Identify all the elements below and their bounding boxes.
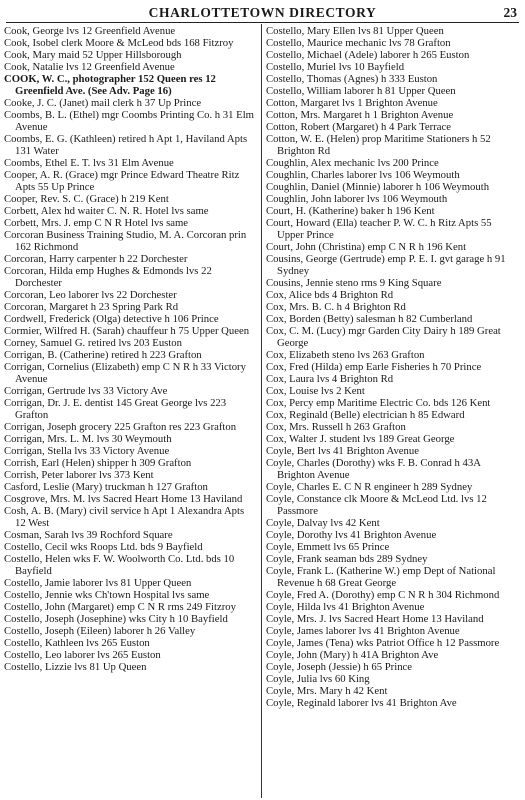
directory-entry: Cox, Laura lvs 4 Brighton Rd xyxy=(266,373,394,385)
directory-entry: Costello, Joseph (Eileen) laborer h 26 Valley xyxy=(4,625,196,637)
directory-entry: Cotton, Margaret lvs 1 Brighton Avenue xyxy=(266,97,438,109)
directory-entry: Cooke, J. C. (Janet) mail clerk h 37 Up Prince xyxy=(4,97,202,109)
directory-entry: Cox, Borden (Betty) salesman h 82 Cumberland xyxy=(266,313,473,325)
right-column xyxy=(266,25,519,797)
directory-entry: Corney, Samuel G. retired lvs 203 Euston xyxy=(4,337,182,349)
directory-entry: Costello, Michael (Adele) laborer h 265 Euston xyxy=(266,49,470,61)
directory-entry: Corrigan, Mrs. L. M. lvs 30 Weymouth xyxy=(4,433,172,445)
directory-entry: Corcoran, Margaret h 23 Spring Park Rd xyxy=(4,301,179,313)
directory-entry: Cox, Mrs. Russell h 263 Grafton xyxy=(266,421,406,433)
directory-entry: Costello, Kathleen lvs 265 Euston xyxy=(4,637,150,649)
directory-entry: Coyle, Bert lvs 41 Brighton Avenue xyxy=(266,445,419,457)
directory-entry: Costello, Mary Ellen lvs 81 Upper Queen xyxy=(266,25,444,37)
left-column xyxy=(4,25,257,797)
directory-entry: Court, H. (Katherine) baker h 196 Kent xyxy=(266,205,435,217)
directory-entry: Corrigan, B. (Catherine) retired h 223 Grafton xyxy=(4,349,202,361)
directory-entry: Costello, Muriel lvs 10 Bayfield xyxy=(266,61,405,73)
directory-entry: Corcoran, Leo laborer lvs 22 Dorchester xyxy=(4,289,177,301)
directory-entry: Corcoran, Harry carpenter h 22 Dorchester xyxy=(4,253,188,265)
directory-entry: Coyle, Charles (Dorothy) wks F. B. Conrad h 43A Brighton Avenue xyxy=(266,457,481,481)
directory-entry: Costello, Jennie wks Ch'town Hospital lvs same xyxy=(4,589,210,601)
directory-entry: Costello, John (Margaret) emp C N R rms 249 Fitzroy xyxy=(4,601,236,613)
directory-entry: Costello, Leo laborer lvs 265 Euston xyxy=(4,649,161,661)
directory-entry: Cox, Louise lvs 2 Kent xyxy=(266,385,365,397)
directory-entry: Cotton, Mrs. Margaret h 1 Brighton Avenue xyxy=(266,109,454,121)
directory-entry: Coyle, Frank seaman bds 289 Sydney xyxy=(266,553,428,565)
directory-entry: Coombs, E. G. (Kathleen) retired h Apt 1, Haviland Apts 131 Water xyxy=(4,133,248,157)
directory-entry: Casford, Leslie (Mary) truckman h 127 Grafton xyxy=(4,481,208,493)
column-divider xyxy=(261,24,262,798)
directory-entry: Coyle, Frank L. (Katherine W.) emp Dept of National Revenue h 68 Great George xyxy=(266,565,496,589)
directory-entry: Coyle, Mrs. J. lvs Sacred Heart Home 13 Haviland xyxy=(266,613,484,625)
directory-entry: Corrigan, Gertrude lvs 33 Victory Ave xyxy=(4,385,168,397)
directory-entry: Cox, Walter J. student lvs 189 Great George xyxy=(266,433,455,445)
page-header xyxy=(6,4,519,23)
directory-entry: Costello, Thomas (Agnes) h 333 Euston xyxy=(266,73,438,85)
directory-entry: Costello, Helen wks F. W. Woolworth Co. Ltd. bds 10 Bayfield xyxy=(4,553,235,577)
directory-entry: Cosman, Sarah lvs 39 Rochford Square xyxy=(4,529,173,541)
directory-entry: Coyle, Joseph (Jessie) h 65 Prince xyxy=(266,661,413,673)
directory-entry: Costello, Jamie laborer lvs 81 Upper Queen xyxy=(4,577,192,589)
directory-entry: Cook, Natalie lvs 12 Greenfield Avenue xyxy=(4,61,175,73)
directory-entry: Coughlin, Daniel (Minnie) laborer h 106 Weymouth xyxy=(266,181,490,193)
directory-entry: Coombs, Ethel E. T. lvs 31 Elm Avenue xyxy=(4,157,174,169)
directory-entry: Court, Howard (Ella) teacher P. W. C. h Ritz Apts 55 Upper Prince xyxy=(266,217,492,241)
directory-entry: Cook, Isobel clerk Moore & McLeod bds 168 Fitzroy xyxy=(4,37,234,49)
directory-entry: Court, John (Christina) emp C N R h 196 Kent xyxy=(266,241,467,253)
directory-entry: Corbett, Mrs. J. emp C N R Hotel lvs same xyxy=(4,217,189,229)
directory-entry: Cormier, Wilfred H. (Sarah) chauffeur h 75 Upper Queen xyxy=(4,325,250,337)
directory-entry: Coyle, James laborer lvs 41 Brighton Avenue xyxy=(266,625,460,637)
directory-entry: Cooper, Rev. S. C. (Grace) h 219 Kent xyxy=(4,193,169,205)
directory-entry: Cooper, A. R. (Grace) mgr Prince Edward Theatre Ritz Apts 55 Up Prince xyxy=(4,169,240,193)
page-title: CHARLOTTETOWN DIRECTORY xyxy=(148,5,377,20)
directory-entry: Coyle, Charles E. C N R engineer h 289 Sydney xyxy=(266,481,473,493)
directory-entry: Costello, Lizzie lvs 81 Up Queen xyxy=(4,661,147,673)
directory-entry: Coyle, Reginald laborer lvs 41 Brighton Ave xyxy=(266,697,457,709)
directory-entry: COOK, W. C., photographer 152 Queen res 12 Greenfield Ave. (See Adv. Page 16) xyxy=(4,73,216,97)
directory-entry: Coughlin, Alex mechanic lvs 200 Prince xyxy=(266,157,439,169)
directory-entry: Corbett, Alex hd waiter C. N. R. Hotel lvs same xyxy=(4,205,209,217)
directory-entry: Corrish, Earl (Helen) shipper h 309 Grafton xyxy=(4,457,192,469)
directory-entry: Cook, Mary maid 52 Upper Hillsborough xyxy=(4,49,182,61)
directory-entry: Corrish, Peter laborer lvs 373 Kent xyxy=(4,469,154,481)
directory-entry: Corcoran Business Training Studio, M. A. Corcoran prin 162 Richmond xyxy=(4,229,247,253)
directory-entry: Coyle, John (Mary) h 41A Brighton Ave xyxy=(266,649,439,661)
directory-entry: Cordwell, Frederick (Olga) detective h 106 Prince xyxy=(4,313,219,325)
directory-entry: Coyle, Fred A. (Dorothy) emp C N R h 304 Richmond xyxy=(266,589,500,601)
page-number: 23 xyxy=(503,5,517,20)
directory-entry: Coyle, Hilda lvs 41 Brighton Avenue xyxy=(266,601,425,613)
directory-entry: Costello, William laborer h 81 Upper Queen xyxy=(266,85,456,97)
directory-entry: Coyle, Julia lvs 60 King xyxy=(266,673,370,685)
directory-entry: Corrigan, Cornelius (Elizabeth) emp C N R h 33 Victory Avenue xyxy=(4,361,246,385)
directory-entry: Cox, Elizabeth steno lvs 263 Grafton xyxy=(266,349,425,361)
directory-entry: Cox, Percy emp Maritime Electric Co. bds 126 Kent xyxy=(266,397,491,409)
directory-entry: Coughlin, John laborer lvs 106 Weymouth xyxy=(266,193,448,205)
directory-entry: Cotton, Robert (Margaret) h 4 Park Terrace xyxy=(266,121,451,133)
directory-entry: Corrigan, Dr. J. E. dentist 145 Great George lvs 223 Grafton xyxy=(4,397,227,421)
directory-entry: Cox, Fred (Hilda) emp Earle Fisheries h 70 Prince xyxy=(266,361,482,373)
directory-entry: Cox, Alice bds 4 Brighton Rd xyxy=(266,289,394,301)
directory-entry: Cousins, George (Gertrude) emp P. E. I. gvt garage h 91 Sydney xyxy=(266,253,506,277)
directory-entry: Cox, C. M. (Lucy) mgr Garden City Dairy h 189 Great George xyxy=(266,325,501,349)
directory-entry: Cotton, W. E. (Helen) prop Maritime Stationers h 52 Brighton Rd xyxy=(266,133,491,157)
directory-entry: Coyle, James (Tena) wks Patriot Office h 12 Passmore xyxy=(266,637,500,649)
directory-entry: Coyle, Dalvay lvs 42 Kent xyxy=(266,517,380,529)
directory-entry: Coyle, Constance clk Moore & McLeod Ltd. lvs 12 Passmore xyxy=(266,493,487,517)
directory-entry: Cox, Mrs. B. C. h 4 Brighton Rd xyxy=(266,301,406,313)
directory-entry: Corcoran, Hilda emp Hughes & Edmonds lvs 22 Dorchester xyxy=(4,265,212,289)
directory-entry: Costello, Joseph (Josephine) wks City h 10 Bayfield xyxy=(4,613,228,625)
directory-entry: Cousins, Jennie steno rms 9 King Square xyxy=(266,277,442,289)
directory-entry: Coyle, Emmett lvs 65 Prince xyxy=(266,541,390,553)
directory-entry: Coughlin, Charles laborer lvs 106 Weymouth xyxy=(266,169,460,181)
directory-entry: Costello, Cecil wks Roops Ltd. bds 9 Bayfield xyxy=(4,541,203,553)
directory-entry: Coyle, Mrs. Mary h 42 Kent xyxy=(266,685,388,697)
directory-entry: Corrigan, Joseph grocery 225 Grafton res 223 Grafton xyxy=(4,421,237,433)
directory-entry: Cox, Reginald (Belle) electrician h 85 Edward xyxy=(266,409,465,421)
directory-entry: Cosh, A. B. (Mary) civil service h Apt 1 Alexandra Apts 12 West xyxy=(4,505,245,529)
directory-entry: Coombs, B. L. (Ethel) mgr Coombs Printing Co. h 31 Elm Avenue xyxy=(4,109,254,133)
directory-entry: Cook, George lvs 12 Greenfield Avenue xyxy=(4,25,176,37)
directory-entry: Cosgrove, Mrs. M. lvs Sacred Heart Home 13 Haviland xyxy=(4,493,243,505)
directory-entry: Coyle, Dorothy lvs 41 Brighton Avenue xyxy=(266,529,437,541)
directory-entry: Corrigan, Stella lvs 33 Victory Avenue xyxy=(4,445,170,457)
directory-entry: Costello, Maurice mechanic lvs 78 Grafton xyxy=(266,37,451,49)
